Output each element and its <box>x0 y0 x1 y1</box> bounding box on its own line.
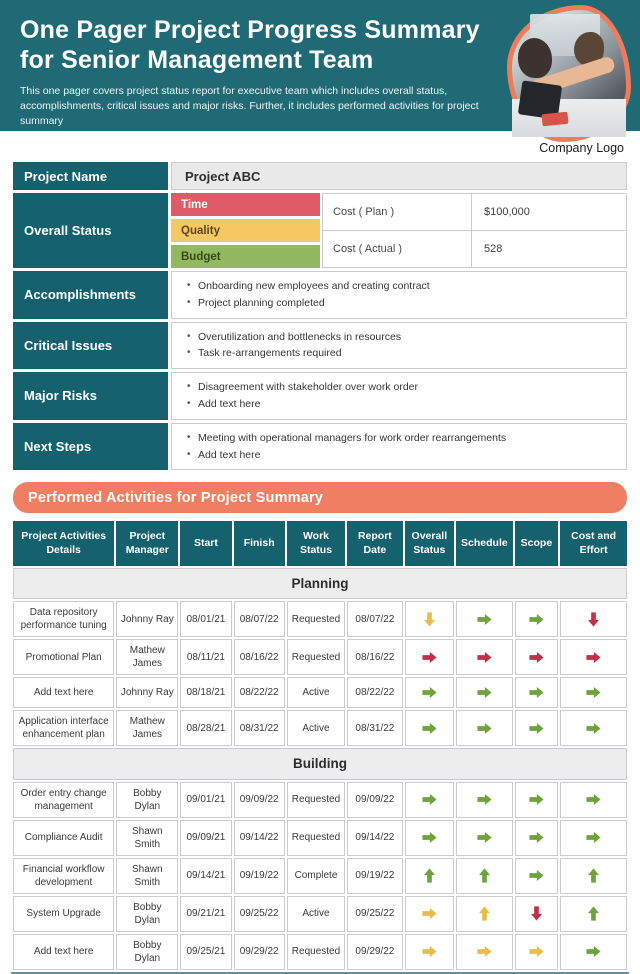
arrow-up-icon <box>476 905 493 922</box>
project-name-row <box>13 162 627 190</box>
status-indicator-cell <box>560 601 627 637</box>
finish-date-cell: 09/14/22 <box>234 820 285 856</box>
status-indicator-cell <box>456 934 513 970</box>
activity-row <box>13 677 627 708</box>
arrow-up-icon <box>585 905 602 922</box>
status-indicator-cell <box>405 639 454 675</box>
column-header: Work Status <box>287 521 345 565</box>
column-header: Project Manager <box>116 521 178 565</box>
project-manager-cell: Mathew James <box>116 710 178 746</box>
finish-date-cell: 09/29/22 <box>234 934 285 970</box>
status-indicator-cell <box>515 677 559 708</box>
activity-row <box>13 710 627 746</box>
arrow-right-icon <box>421 791 438 808</box>
column-header: Overall Status <box>405 521 454 565</box>
phase-header: Planning <box>13 568 627 600</box>
activity-row <box>13 934 627 970</box>
column-header: Finish <box>234 521 285 565</box>
overall-status-content <box>171 193 627 268</box>
work-status-cell: Requested <box>287 934 345 970</box>
work-status-cell: Active <box>287 677 345 708</box>
accomplishments-row <box>13 271 627 319</box>
report-date-cell: 09/29/22 <box>347 934 402 970</box>
project-manager-cell: Shawn Smith <box>116 820 178 856</box>
major-risks-cell <box>171 372 627 420</box>
status-indicator-cell <box>405 710 454 746</box>
arrow-right-icon <box>421 720 438 737</box>
arrow-up-icon <box>585 867 602 884</box>
status-indicator-cell <box>515 896 559 932</box>
status-indicator-cell <box>560 782 627 818</box>
status-chip-budget: Budget <box>171 245 320 268</box>
status-indicator-cell <box>456 820 513 856</box>
finish-date-cell: 09/25/22 <box>234 896 285 932</box>
arrow-right-icon <box>421 684 438 701</box>
activity-row <box>13 858 627 894</box>
arrow-right-icon <box>421 649 438 666</box>
status-chip-time: Time <box>171 193 320 216</box>
start-date-cell: 09/14/21 <box>180 858 231 894</box>
project-manager-cell: Mathew James <box>116 639 178 675</box>
major-risks-row <box>13 372 627 420</box>
column-header: Cost and Effort <box>560 521 627 565</box>
project-manager-cell: Shawn Smith <box>116 858 178 894</box>
status-indicator-cell <box>456 710 513 746</box>
arrow-right-icon <box>585 829 602 846</box>
status-indicator-cell <box>456 858 513 894</box>
critical-issues-row <box>13 322 627 370</box>
column-header: Project Activities Details <box>13 521 114 565</box>
arrow-right-icon <box>585 649 602 666</box>
finish-date-cell: 08/16/22 <box>234 639 285 675</box>
next-steps-label: Next Steps <box>13 423 168 471</box>
work-status-cell: Requested <box>287 782 345 818</box>
report-date-cell: 09/19/22 <box>347 858 402 894</box>
phase-row <box>13 568 627 600</box>
cost-plan-value: $100,000 <box>472 193 627 230</box>
status-indicator-cell <box>456 601 513 637</box>
project-name-label: Project Name <box>13 162 168 190</box>
status-indicator-cell <box>515 858 559 894</box>
arrow-right-icon <box>585 943 602 960</box>
status-indicator-cell <box>515 782 559 818</box>
cost-actual-value: 528 <box>472 230 627 268</box>
arrow-right-icon <box>528 791 545 808</box>
status-indicator-cell <box>515 710 559 746</box>
status-indicator-cell <box>560 639 627 675</box>
accomplishments-label: Accomplishments <box>13 271 168 319</box>
status-chip-quality: Quality <box>171 219 320 242</box>
page-title: One Pager Project Progress Summary for Senior Management Team <box>20 16 480 74</box>
start-date-cell: 08/11/21 <box>180 639 231 675</box>
status-indicator-cell <box>560 710 627 746</box>
activity-name: Add text here <box>13 934 114 970</box>
activity-name: System Upgrade <box>13 896 114 932</box>
report-date-cell: 08/22/22 <box>347 677 402 708</box>
bullet-item: • Overutilization and bottlenecks in resources <box>187 329 618 346</box>
page-header <box>0 0 640 131</box>
arrow-right-icon <box>528 829 545 846</box>
activities-header-row <box>13 521 627 565</box>
column-header: Report Date <box>347 521 402 565</box>
arrow-down-icon <box>585 611 602 628</box>
arrow-right-icon <box>585 791 602 808</box>
bullet-item: • Disagreement with stakeholder over work order <box>187 379 618 396</box>
arrow-up-icon <box>421 867 438 884</box>
arrow-right-icon <box>476 720 493 737</box>
status-indicator-cell <box>405 677 454 708</box>
report-date-cell: 08/07/22 <box>347 601 402 637</box>
activity-name: Financial workflow development <box>13 858 114 894</box>
activity-name: Promotional Plan <box>13 639 114 675</box>
arrow-right-icon <box>476 684 493 701</box>
report-date-cell: 09/25/22 <box>347 896 402 932</box>
column-header: Start <box>180 521 231 565</box>
status-indicator-cell <box>515 639 559 675</box>
arrow-right-icon <box>476 791 493 808</box>
status-indicator-cell <box>560 858 627 894</box>
project-manager-cell: Bobby Dylan <box>116 782 178 818</box>
overall-status-label: Overall Status <box>13 193 168 268</box>
critical-issues-cell <box>171 322 627 370</box>
project-manager-cell: Bobby Dylan <box>116 934 178 970</box>
cost-actual-label: Cost ( Actual ) <box>322 230 472 268</box>
activities-section <box>11 519 629 973</box>
phase-header: Building <box>13 748 627 780</box>
finish-date-cell: 08/22/22 <box>234 677 285 708</box>
report-date-cell: 09/09/22 <box>347 782 402 818</box>
arrow-right-icon <box>476 943 493 960</box>
start-date-cell: 08/18/21 <box>180 677 231 708</box>
activities-banner <box>13 482 627 513</box>
activity-name: Application interface enhancement plan <box>13 710 114 746</box>
accomplishments-cell <box>171 271 627 319</box>
work-status-cell: Active <box>287 710 345 746</box>
arrow-right-icon <box>476 611 493 628</box>
activity-row <box>13 782 627 818</box>
project-manager-cell: Johnny Ray <box>116 601 178 637</box>
work-status-cell: Complete <box>287 858 345 894</box>
bullet-item: • Add text here <box>187 447 618 464</box>
overall-status-row <box>13 193 627 268</box>
project-manager-cell: Johnny Ray <box>116 677 178 708</box>
bullet-item: • Project planning completed <box>187 295 618 312</box>
finish-date-cell: 09/19/22 <box>234 858 285 894</box>
arrow-right-icon <box>476 829 493 846</box>
report-date-cell: 08/31/22 <box>347 710 402 746</box>
next-steps-row <box>13 423 627 471</box>
status-indicator-cell <box>456 896 513 932</box>
work-status-cell: Requested <box>287 820 345 856</box>
activity-row <box>13 639 627 675</box>
finish-date-cell: 08/07/22 <box>234 601 285 637</box>
activity-name: Add text here <box>13 677 114 708</box>
status-indicator-cell <box>560 677 627 708</box>
arrow-right-icon <box>528 649 545 666</box>
bullet-item: • Add text here <box>187 396 618 413</box>
bullet-item: • Onboarding new employees and creating contract <box>187 278 618 295</box>
activity-name: Order entry change management <box>13 782 114 818</box>
arrow-up-icon <box>476 867 493 884</box>
project-name-cell <box>171 162 627 190</box>
photo-person-shape <box>518 38 552 78</box>
arrow-right-icon <box>421 943 438 960</box>
report-date-cell: 09/14/22 <box>347 820 402 856</box>
column-header: Schedule <box>456 521 513 565</box>
work-status-cell: Active <box>287 896 345 932</box>
status-indicator-cell <box>405 820 454 856</box>
page-subtitle: This one pager covers project status report for executive team which includes overall status, accomplishments, critical issues and major risks. Further, it includes performed activities for project summary <box>20 85 479 128</box>
status-indicator-cell <box>515 601 559 637</box>
start-date-cell: 08/01/21 <box>180 601 231 637</box>
arrow-right-icon <box>528 611 545 628</box>
arrow-right-icon <box>476 649 493 666</box>
activity-name: Compliance Audit <box>13 820 114 856</box>
status-indicator-cell <box>456 677 513 708</box>
cost-label-column <box>322 193 472 268</box>
activities-banner-label: Performed Activities for Project Summary <box>28 489 324 506</box>
summary-table <box>13 162 627 470</box>
finish-date-cell: 08/31/22 <box>234 710 285 746</box>
start-date-cell: 09/01/21 <box>180 782 231 818</box>
arrow-right-icon <box>528 720 545 737</box>
status-indicator-cell <box>456 782 513 818</box>
status-indicator-cell <box>405 601 454 637</box>
arrow-down-icon <box>421 611 438 628</box>
activity-name: Data repository performance tuning <box>13 601 114 637</box>
start-date-cell: 09/21/21 <box>180 896 231 932</box>
status-indicator-cell <box>405 934 454 970</box>
arrow-right-icon <box>421 905 438 922</box>
status-indicator-cell <box>405 858 454 894</box>
arrow-right-icon <box>585 684 602 701</box>
status-indicator-cell <box>515 820 559 856</box>
status-indicator-cell <box>405 782 454 818</box>
arrow-right-icon <box>528 867 545 884</box>
finish-date-cell: 09/09/22 <box>234 782 285 818</box>
work-status-cell: Requested <box>287 601 345 637</box>
status-indicator-cell <box>456 639 513 675</box>
arrow-right-icon <box>528 943 545 960</box>
activity-row <box>13 820 627 856</box>
project-name-value: Project ABC <box>185 168 261 184</box>
arrow-right-icon <box>528 684 545 701</box>
cost-value-column <box>472 193 627 268</box>
bullet-item: • Task re-arrangements required <box>187 345 618 362</box>
status-indicator-cell <box>405 896 454 932</box>
status-indicator-cell <box>560 820 627 856</box>
bullet-item: • Meeting with operational managers for work order rearrangements <box>187 430 618 447</box>
critical-issues-label: Critical Issues <box>13 322 168 370</box>
major-risks-label: Major Risks <box>13 372 168 420</box>
project-manager-cell: Bobby Dylan <box>116 896 178 932</box>
status-indicator-cell <box>560 896 627 932</box>
next-steps-cell <box>171 423 627 471</box>
column-header: Scope <box>515 521 559 565</box>
status-chip-column <box>171 193 320 268</box>
start-date-cell: 08/28/21 <box>180 710 231 746</box>
activities-table <box>11 519 629 973</box>
company-logo-label: Company Logo <box>539 141 624 155</box>
arrow-right-icon <box>585 720 602 737</box>
work-status-cell: Requested <box>287 639 345 675</box>
phase-row <box>13 748 627 780</box>
report-date-cell: 08/16/22 <box>347 639 402 675</box>
activity-row <box>13 896 627 932</box>
status-indicator-cell <box>515 934 559 970</box>
status-indicator-cell <box>560 934 627 970</box>
arrow-down-icon <box>528 905 545 922</box>
activity-row <box>13 601 627 637</box>
cost-plan-label: Cost ( Plan ) <box>322 193 472 230</box>
arrow-right-icon <box>421 829 438 846</box>
team-photo <box>507 5 631 142</box>
start-date-cell: 09/25/21 <box>180 934 231 970</box>
start-date-cell: 09/09/21 <box>180 820 231 856</box>
